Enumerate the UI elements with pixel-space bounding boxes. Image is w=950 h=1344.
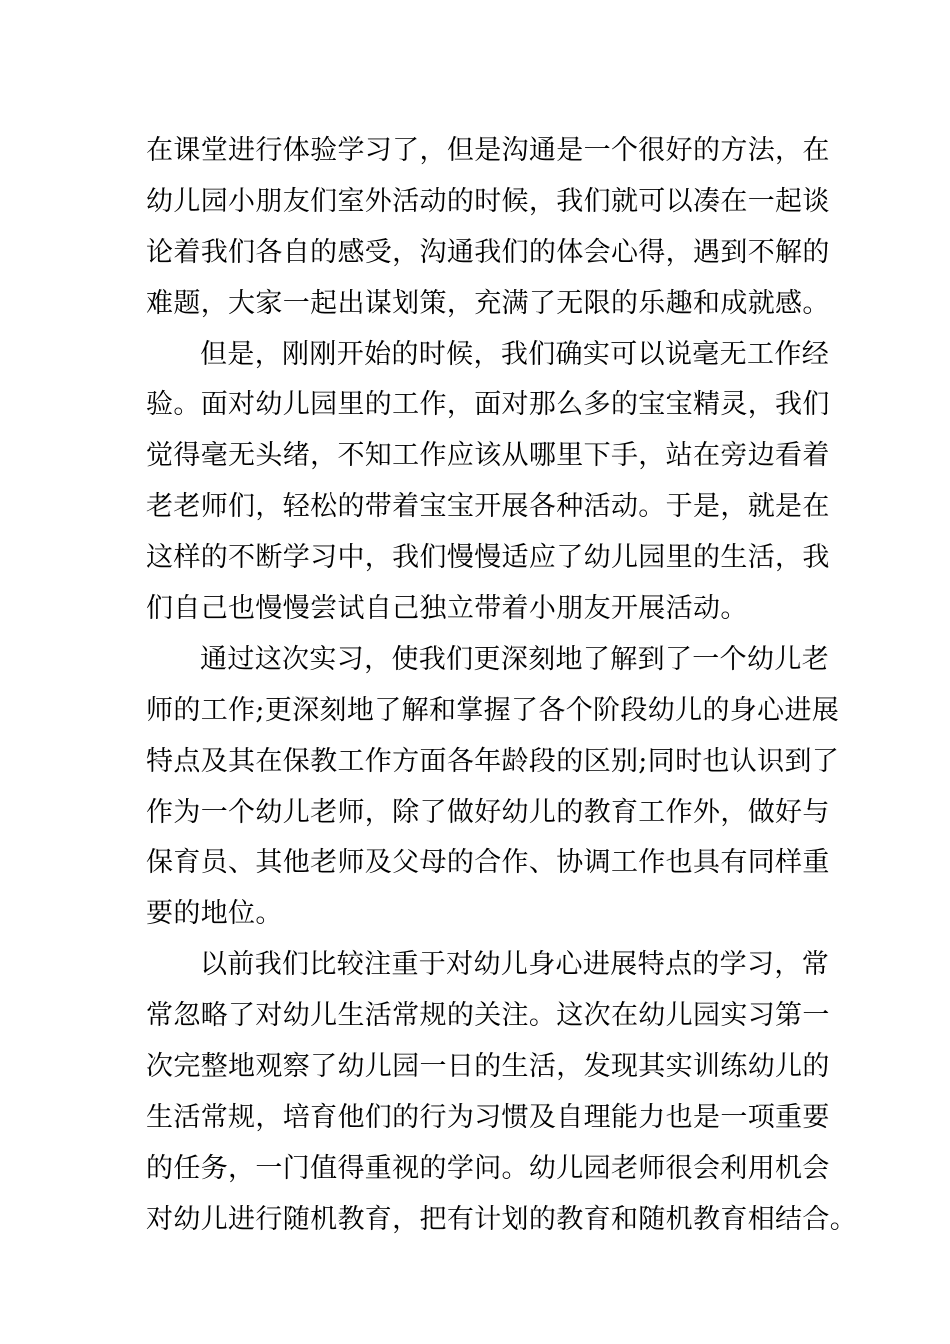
text-line: 但是，刚刚开始的时候，我们确实可以说毫无工作经 <box>200 338 830 370</box>
text-line: 以前我们比较注重于对幼儿身心进展特点的学习，常 <box>200 949 830 981</box>
text-line: 保育员、其他老师及父母的合作、协调工作也具有同样重 <box>146 847 830 879</box>
paragraph <box>146 330 830 635</box>
paragraph <box>146 126 830 330</box>
text-line: 通过这次实习，使我们更深刻地了解到了一个幼儿老 <box>200 643 830 675</box>
text-line: 难题，大家一起出谋划策，充满了无限的乐趣和成就感。 <box>146 287 830 319</box>
text-line: 的任务，一门值得重视的学问。幼儿园老师很会利用机会 <box>146 1152 830 1184</box>
text-line: 作为一个幼儿老师，除了做好幼儿的教育工作外，做好与 <box>146 796 830 828</box>
text-line: 这样的不断学习中，我们慢慢适应了幼儿园里的生活，我 <box>146 542 830 574</box>
text-line: 师的工作;更深刻地了解和掌握了各个阶段幼儿的身心进展 <box>146 694 840 726</box>
text-line: 常忽略了对幼儿生活常规的关注。这次在幼儿园实习第一 <box>146 1000 830 1032</box>
text-line: 要的地位。 <box>146 898 283 930</box>
text-line: 幼儿园小朋友们室外活动的时候，我们就可以凑在一起谈 <box>146 185 830 217</box>
text-line: 验。面对幼儿园里的工作，面对那么多的宝宝精灵，我们 <box>146 389 830 421</box>
paragraph <box>146 940 858 1245</box>
text-line: 生活常规，培育他们的行为习惯及自理能力也是一项重要 <box>146 1101 830 1133</box>
text-line: 特点及其在保教工作方面各年龄段的区别;同时也认识到了 <box>146 745 840 777</box>
text-line: 次完整地观察了幼儿园一日的生活，发现其实训练幼儿的 <box>146 1051 830 1083</box>
paragraph <box>146 635 840 940</box>
text-line: 对幼儿进行随机教育，把有计划的教育和随机教育相结合。 <box>146 1203 858 1235</box>
text-line: 论着我们各自的感受，沟通我们的体会心得，遇到不解的 <box>146 236 830 268</box>
text-line: 觉得毫无头绪，不知工作应该从哪里下手，站在旁边看着 <box>146 440 830 472</box>
text-line: 老老师们，轻松的带着宝宝开展各种活动。于是，就是在 <box>146 491 830 523</box>
text-line: 们自己也慢慢尝试自己独立带着小朋友开展活动。 <box>146 593 748 625</box>
document-body <box>146 126 858 1246</box>
text-line: 在课堂进行体验学习了，但是沟通是一个很好的方法，在 <box>146 135 830 166</box>
